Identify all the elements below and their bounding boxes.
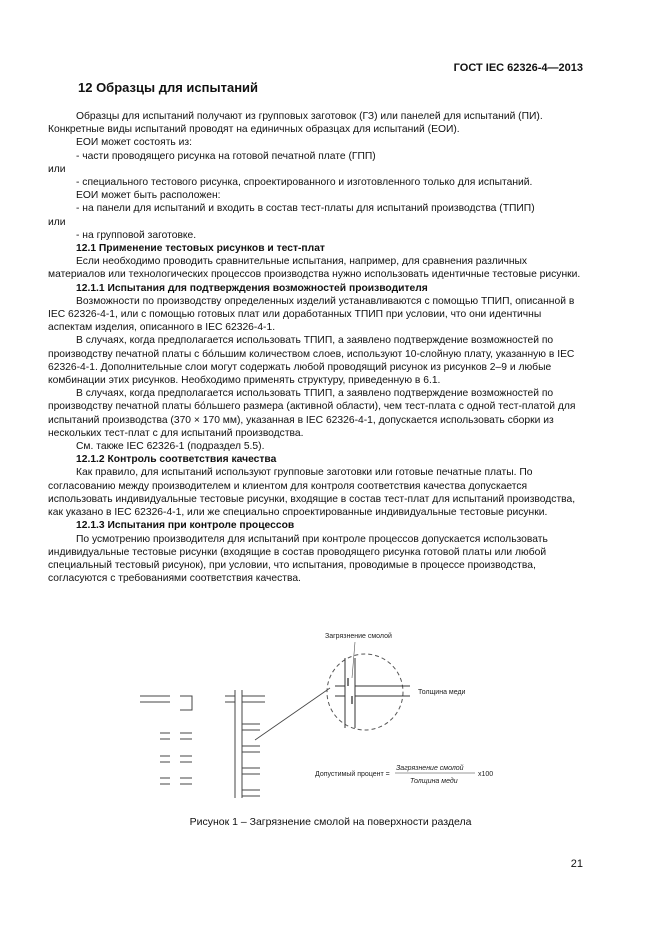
paragraph: Если необходимо проводить сравнительные испытания, например, для сравнения различных материалов или технологических процессов производства нужно использовать идентичные тестовые рисунки. — [48, 256, 581, 281]
paragraph: - на панели для испытаний и входить в состав тест-платы для испытаний производства (ТПИП) — [76, 203, 535, 215]
paragraph: - на групповой заготовке. — [76, 229, 197, 241]
paragraph: Возможности по производству определенных изделий устанавливаются с помощью ТПИП, описанной в IEC 62326-4-1, или с помощью готовых плат или доработанных ТПИП при условии, что они идентичны аспектам изделия, описанного в IEC 62326-4-1. — [48, 295, 575, 334]
paragraph: Как правило, для испытаний используют групповые заготовки или готовые печатные платы. По согласованию между производителем и клиентом для контроля соответствия качества допускается использовать индивидуальные тестовые рисунки, входящие в состав тест-плат для испытаний производства, как указано в IEC 62326-4-1, или же специально спроектированные индивидуальные тестовые рисунки. — [48, 467, 576, 519]
formula-numerator: Загрязнение смолой — [396, 765, 464, 772]
copper-label: Толщина меди — [418, 689, 466, 696]
subsection-heading: 12.1.1 Испытания для подтверждения возможностей производителя — [76, 282, 428, 294]
smear-label: Загрязнение смолой — [325, 633, 392, 640]
subsection-heading: 12.1.3 Испытания при контроле процессов — [76, 520, 295, 532]
body-text — [48, 110, 585, 585]
formula-suffix: x100 — [478, 771, 494, 778]
paragraph: По усмотрению производителя для испытаний при контроле процессов допускается использовать индивидуальные тестовые рисунки (входящие в состав проводящего рисунка готовой платы или любой специальный тестовый рисунок), при условии, что испытания, проводимые в процессе производства, согласуются с требованиями соответствия качества. — [48, 533, 548, 585]
paragraph: Образцы для испытаний получают из групповых заготовок (ГЗ) или панелей для испытаний (ПИ). Конкретные виды испытаний проводят на единичных образцах для испытаний (ЕОИ). — [48, 111, 543, 136]
formula-prefix: Допустимый процент = — [315, 771, 390, 778]
formula-denominator: Толщина меди — [410, 778, 458, 785]
plated-hole — [225, 690, 265, 798]
paragraph: или — [48, 163, 66, 175]
resin-smear-figure — [130, 628, 530, 808]
leader-line — [255, 688, 330, 740]
paragraph: ЕОИ может быть расположен: — [76, 190, 221, 202]
subsection-heading: 12.1.2 Контроль соответствия качества — [76, 454, 277, 466]
paragraph: - специального тестового рисунка, спроектированного и изготовленного только для испытаний. — [76, 177, 533, 189]
pcb-layers-left — [140, 696, 192, 784]
page-number: 21 — [570, 858, 583, 870]
paragraph: ЕОИ может состоять из: — [76, 137, 192, 149]
section-title: 12 Образцы для испытаний — [78, 80, 259, 95]
paragraph: или — [48, 216, 66, 228]
figure-caption: Рисунок 1 – Загрязнение смолой на поверхности раздела — [189, 816, 472, 828]
magnified-view — [327, 654, 403, 730]
document-header: ГОСТ IEC 62326-4—2013 — [453, 62, 583, 74]
paragraph: В случаях, когда предполагается использовать ТПИП, а заявлено подтверждение возможностей по производству печатной платы бо́льшего размера (активной области), чем тест-плата с одной тест-платой для испытаний производства (370 × 170 мм), указанная в IEC 62326-4-1, допускается использовать сборки из нескольких тест-плат с для испытаний производства. — [48, 388, 576, 439]
paragraph: См. также IEC 62326-1 (подраздел 5.5). — [76, 441, 265, 453]
paragraph: В случаях, когда предполагается использовать ТПИП, а заявлено подтверждение возможностей по производству печатной платы с бо́льшим количеством слоев, используют 10-слойную плату, указанную в IEC 62326-4-1. Дополнительные слои могут содержать любой проводящий рисунок из рисунков 2–9 и любые комбинации этих рисунков. Необходимо применять структуру, приведенную в 6.1. — [48, 335, 575, 387]
subsection-heading: 12.1 Применение тестовых рисунков и тест-плат — [76, 243, 325, 255]
magnified-detail — [335, 658, 410, 728]
paragraph: - части проводящего рисунка на готовой печатной плате (ГПП) — [76, 150, 376, 162]
